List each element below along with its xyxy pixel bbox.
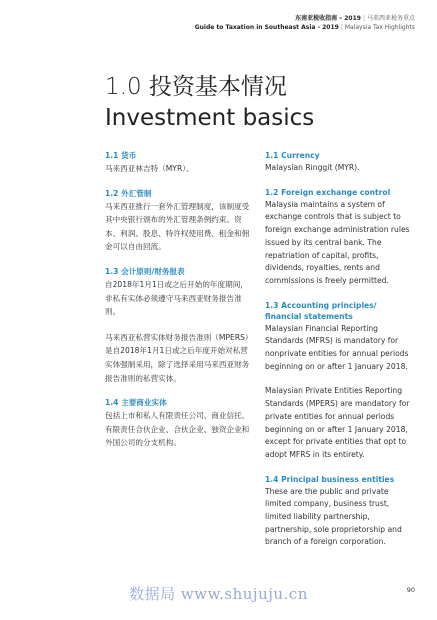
page-title-en: Investment basics (105, 105, 315, 131)
section-body: Malaysia maintains a system of exchange controls that is subject to foreign exchange administration rules issued by its central bank. The repatriation of capital, profits, dividends, royalties, rents and commissions is freely permitted. (265, 199, 410, 285)
english-column (265, 150, 415, 561)
header-en-line (195, 23, 415, 32)
section-heading: 1.3 会计原则/财务报表 (105, 266, 185, 276)
header-separator: | (362, 15, 365, 22)
section-body: 马来西亚林吉特（MYR）。 (105, 164, 194, 173)
header-title-en: Guide to Taxation in Southeast Asia - 2019 (194, 24, 339, 31)
section-fx-control-en (265, 187, 415, 288)
section-heading: 1.4 主要商业实体 (105, 398, 167, 408)
header-subtitle-en: Malaysia Tax Highlights (344, 24, 415, 31)
watermark: 数据局 www.shujuju.cn (129, 585, 308, 603)
section-body: 包括上市和私人有限责任公司、商业信托、有限责任合伙企业、合伙企业、独资企业和外国公司的分支机构。 (105, 411, 250, 448)
section-heading: 1.2 外汇管制 (105, 188, 152, 198)
header-separator: | (340, 24, 343, 31)
section-heading: 1.4 Principal business entities (265, 474, 395, 484)
section-fx-control-zh (105, 188, 255, 254)
section-accounting-zh (105, 266, 255, 385)
section-currency-zh (105, 150, 255, 176)
section-entities-zh (105, 397, 255, 450)
header-subtitle-zh: 马来西亚税务重点 (366, 15, 415, 22)
page-header (195, 14, 415, 32)
header-title-zh: 东南亚税收指南 – 2019 (295, 15, 361, 22)
section-body: These are the public and private limited company, business trust, limited liability partnership, partnership, sole proprietorship and branch of a foreign corporation. (265, 486, 402, 547)
section-body: 自2018年1月1日或之后开始的年度期间，非私有实体必须遵守马来西亚财务报告准则。 (105, 279, 248, 317)
section-body-second: 马来西亚私营实体财务报告准则（MPERS）是自2018年1月1日或之后年度开始对私营实体强制采用，除了选择采用马来西亚财务报告准则的私营实体。 (105, 332, 253, 383)
section-heading: 1.2 Foreign exchange control (265, 187, 391, 197)
page-title-zh: 1.0 投资基本情况 (105, 74, 287, 100)
section-body: Malaysian Financial Reporting Standards (MFRS) is mandatory for nonprivate entities for annual periods beginning on or after 1 January 2018. (265, 323, 409, 371)
page-number: 90 (406, 586, 415, 594)
section-body-second: Malaysian Private Entities Reporting Standards (MPERS) are mandatory for private entities for annual periods beginning on or after 1 January 2018, except for private entities that opt to adopt MFRS in its entirety. (265, 386, 410, 459)
section-heading: 1.1 Currency (265, 151, 320, 160)
section-body: 马来西亚推行一套外汇管理制度，该制度受其中央银行颁布的外汇管理条例约束。资本、利润、股息、特许权使用费、租金和佣金可以自由回流。 (105, 201, 250, 252)
section-currency-en (265, 150, 415, 175)
section-heading: 1.1 货币 (105, 151, 137, 160)
section-accounting-en (265, 300, 415, 462)
section-entities-en (265, 474, 415, 550)
header-zh-line (195, 14, 415, 23)
section-heading: 1.3 Accounting principles/ financial statements (265, 300, 377, 321)
section-body: Malaysian Ringgit (MYR). (265, 163, 360, 172)
chinese-column (105, 150, 255, 462)
